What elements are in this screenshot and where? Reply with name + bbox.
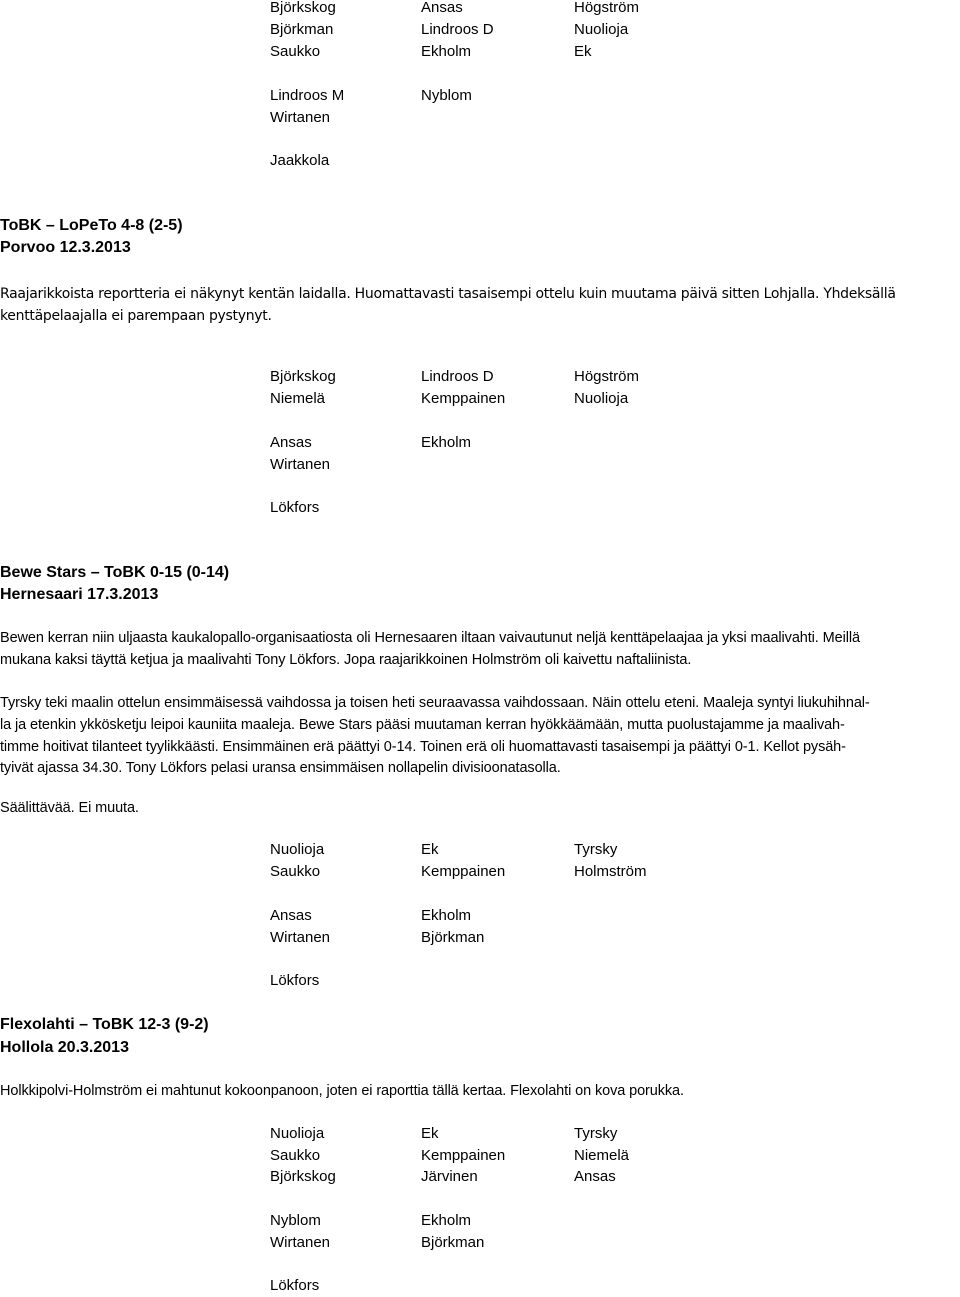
report-line: Bewen kerran niin uljaasta kaukalopallo-organisaatiosta oli Hernesaaren iltaan vaivautunut neljä kenttäpelaajaa ja yksi maalivahti. Meillä (0, 630, 860, 646)
player-name: Ekholm (421, 1212, 472, 1229)
player-name: Saukko (270, 43, 321, 60)
report-line: kenttäpelaajalla ei parempaan pystynyt. (0, 308, 272, 324)
player-name: Nuolioja (574, 21, 629, 38)
player-name: Kemppainen (421, 1147, 506, 1164)
report-line: Raajarikkoista reportteria ei näkynyt kentän laidalla. Huomattavasti tasaisempi ottelu kuin muutama päivä sitten Lohjalla. Yhdeksällä (0, 286, 896, 302)
player-name: Wirtanen (270, 929, 331, 946)
match-title: Bewe Stars – ToBK 0-15 (0-14) (0, 564, 230, 581)
player-name: Ansas (574, 1168, 616, 1185)
report-line: tyivät ajassa 34.30. Tony Lökfors pelasi uransa ensimmäisen nollapelin divisioonatasolla. (0, 760, 561, 776)
player-name: Ansas (270, 907, 312, 924)
player-name: Högström (574, 368, 640, 385)
report-line: Holkkipolvi-Holmström ei mahtunut kokoonpanoon, joten ei raporttia tällä kertaa. Flexolahti on kova porukka. (0, 1083, 684, 1099)
match-place-date: Hollola 20.3.2013 (0, 1039, 129, 1056)
player-name: Ek (421, 1125, 439, 1142)
player-name: Björkman (270, 21, 334, 38)
player-name: Ekholm (421, 907, 472, 924)
player-name: Lindroos D (421, 21, 494, 38)
player-name: Niemelä (574, 1147, 630, 1164)
report-line: mukana kaksi täyttä ketjua ja maalivahti Tony Lökfors. Jopa raajarikkoinen Holmström oli kaivettu naftaliinista. (0, 652, 692, 668)
player-name: Wirtanen (270, 456, 331, 473)
player-name: Högström (574, 0, 640, 16)
match-title: ToBK – LoPeTo 4-8 (2-5) (0, 217, 183, 234)
player-name: Lindroos D (421, 368, 494, 385)
match-place-date: Porvoo 12.3.2013 (0, 239, 131, 256)
match-title: Flexolahti – ToBK 12-3 (9-2) (0, 1016, 209, 1033)
goalkeeper-name: Lökfors (270, 499, 320, 516)
player-name: Ansas (270, 434, 312, 451)
player-name: Björkman (421, 929, 485, 946)
closing-line: Säälittävää. Ei muuta. (0, 800, 139, 816)
player-name: Nuolioja (574, 390, 629, 407)
player-name: Ekholm (421, 43, 472, 60)
player-name: Nuolioja (270, 1125, 325, 1142)
player-name: Björkskog (270, 0, 336, 16)
player-name: Kemppainen (421, 390, 506, 407)
report-line: Tyrsky teki maalin ottelun ensimmäisessä vaihdossa ja toisen heti seuraavassa vaihdossaan. Näin ottelu eteni. Maaleja syntyi liukuhihnal- (0, 695, 870, 711)
player-name: Järvinen (421, 1168, 478, 1185)
player-name: Nuolioja (270, 841, 325, 858)
player-name: Tyrsky (574, 841, 618, 858)
report-line: la ja etenkin ykkösketju leipoi kauniita maaleja. Bewe Stars pääsi muutaman kerran hyökkäämään, mutta puolustajamme ja maalivah- (0, 717, 845, 733)
player-name: Björkskog (270, 368, 336, 385)
player-name: Saukko (270, 1147, 321, 1164)
player-name: Lindroos M (270, 87, 345, 104)
player-name: Niemelä (270, 390, 326, 407)
player-name: Björkskog (270, 1168, 336, 1185)
player-name: Saukko (270, 863, 321, 880)
player-name: Ek (574, 43, 592, 60)
player-name: Wirtanen (270, 109, 331, 126)
player-name: Tyrsky (574, 1125, 618, 1142)
player-name: Ansas (421, 0, 463, 16)
player-name: Kemppainen (421, 863, 506, 880)
goalkeeper-name: Jaakkola (270, 152, 330, 169)
match-place-date: Hernesaari 17.3.2013 (0, 586, 159, 603)
player-name: Nyblom (270, 1212, 321, 1229)
player-name: Wirtanen (270, 1234, 331, 1251)
goalkeeper-name: Lökfors (270, 972, 320, 989)
goalkeeper-name: Lökfors (270, 1277, 320, 1294)
player-name: Björkman (421, 1234, 485, 1251)
report-line: timme hoitivat tilanteet tyylikkäästi. Ensimmäinen erä päättyi 0-14. Toinen erä oli huomattavasti tasaisempi ja päättyi 0-1. Kellot pysäh- (0, 739, 846, 755)
player-name: Ek (421, 841, 439, 858)
player-name: Nyblom (421, 87, 472, 104)
player-name: Ekholm (421, 434, 472, 451)
player-name: Holmström (574, 863, 647, 880)
